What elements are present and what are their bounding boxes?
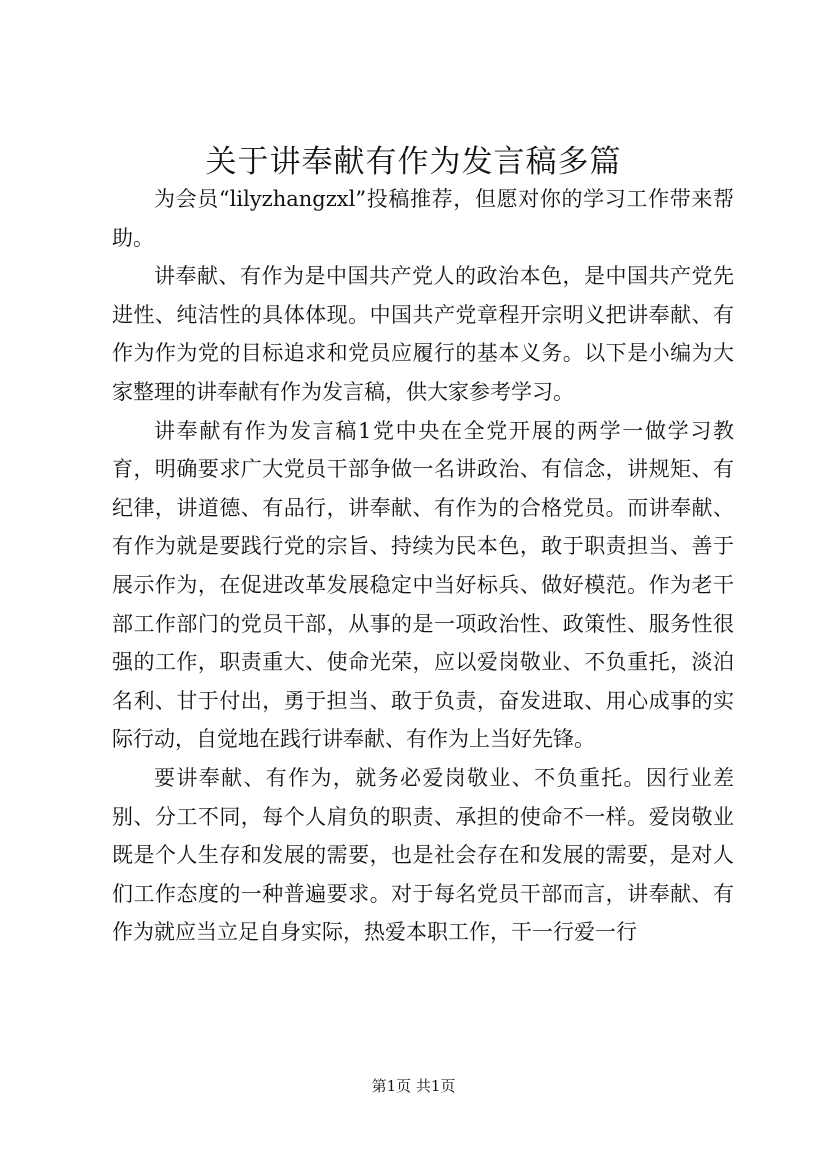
paragraph-summary: 讲奉献、有作为是中国共产党人的政治本色，是中国共产党先进性、纯洁性的具体体现。中国共产党章程开宗明义把讲奉献、有作为作为党的目标追求和党员应履行的基本义务。以下是小编为大家整理的讲奉献有作为发言稿，供大家参考学习。 (112, 264, 734, 404)
page-footer: 第1页 共1页 (371, 1077, 456, 1095)
paragraph-speech-2: 要讲奉献、有作为，就务必爱岗敬业、不负重托。因行业差别、分工不同，每个人肩负的职责、承担的使命不一样。爱岗敬业既是个人生存和发展的需要，也是社会存在和发展的需要，是对人们工作态度的一种普遍要求。对于每名党员干部而言，讲奉献、有作为就应当立足自身实际，热爱本职工作，干一行爱一行 (112, 765, 734, 945)
document-title: 关于讲奉献有作为发言稿多篇 (205, 144, 622, 180)
document-body (112, 180, 734, 952)
paragraph-intro: 为会员“lilyzhangzxl”投稿推荐，但愿对你的学习工作带来帮助。 (112, 187, 734, 250)
paragraph-speech-1: 讲奉献有作为发言稿1党中央在全党开展的两学一做学习教育，明确要求广大党员干部争做一名讲政治、有信念，讲规矩、有纪律，讲道德、有品行，讲奉献、有作为的合格党员。而讲奉献、有作为就是要践行党的宗旨、持续为民本色，敢于职责担当、善于展示作为，在促进改革发展稳定中当好标兵、做好模范。作为老干部工作部门的党员干部，从事的是一项政治性、政策性、服务性很强的工作，职责重大、使命光荣，应以爱岗敬业、不负重托，淡泊名利、甘于付出，勇于担当、敢于负责，奋发进取、用心成事的实际行动，自觉地在践行讲奉献、有作为上当好先锋。 (112, 418, 734, 752)
